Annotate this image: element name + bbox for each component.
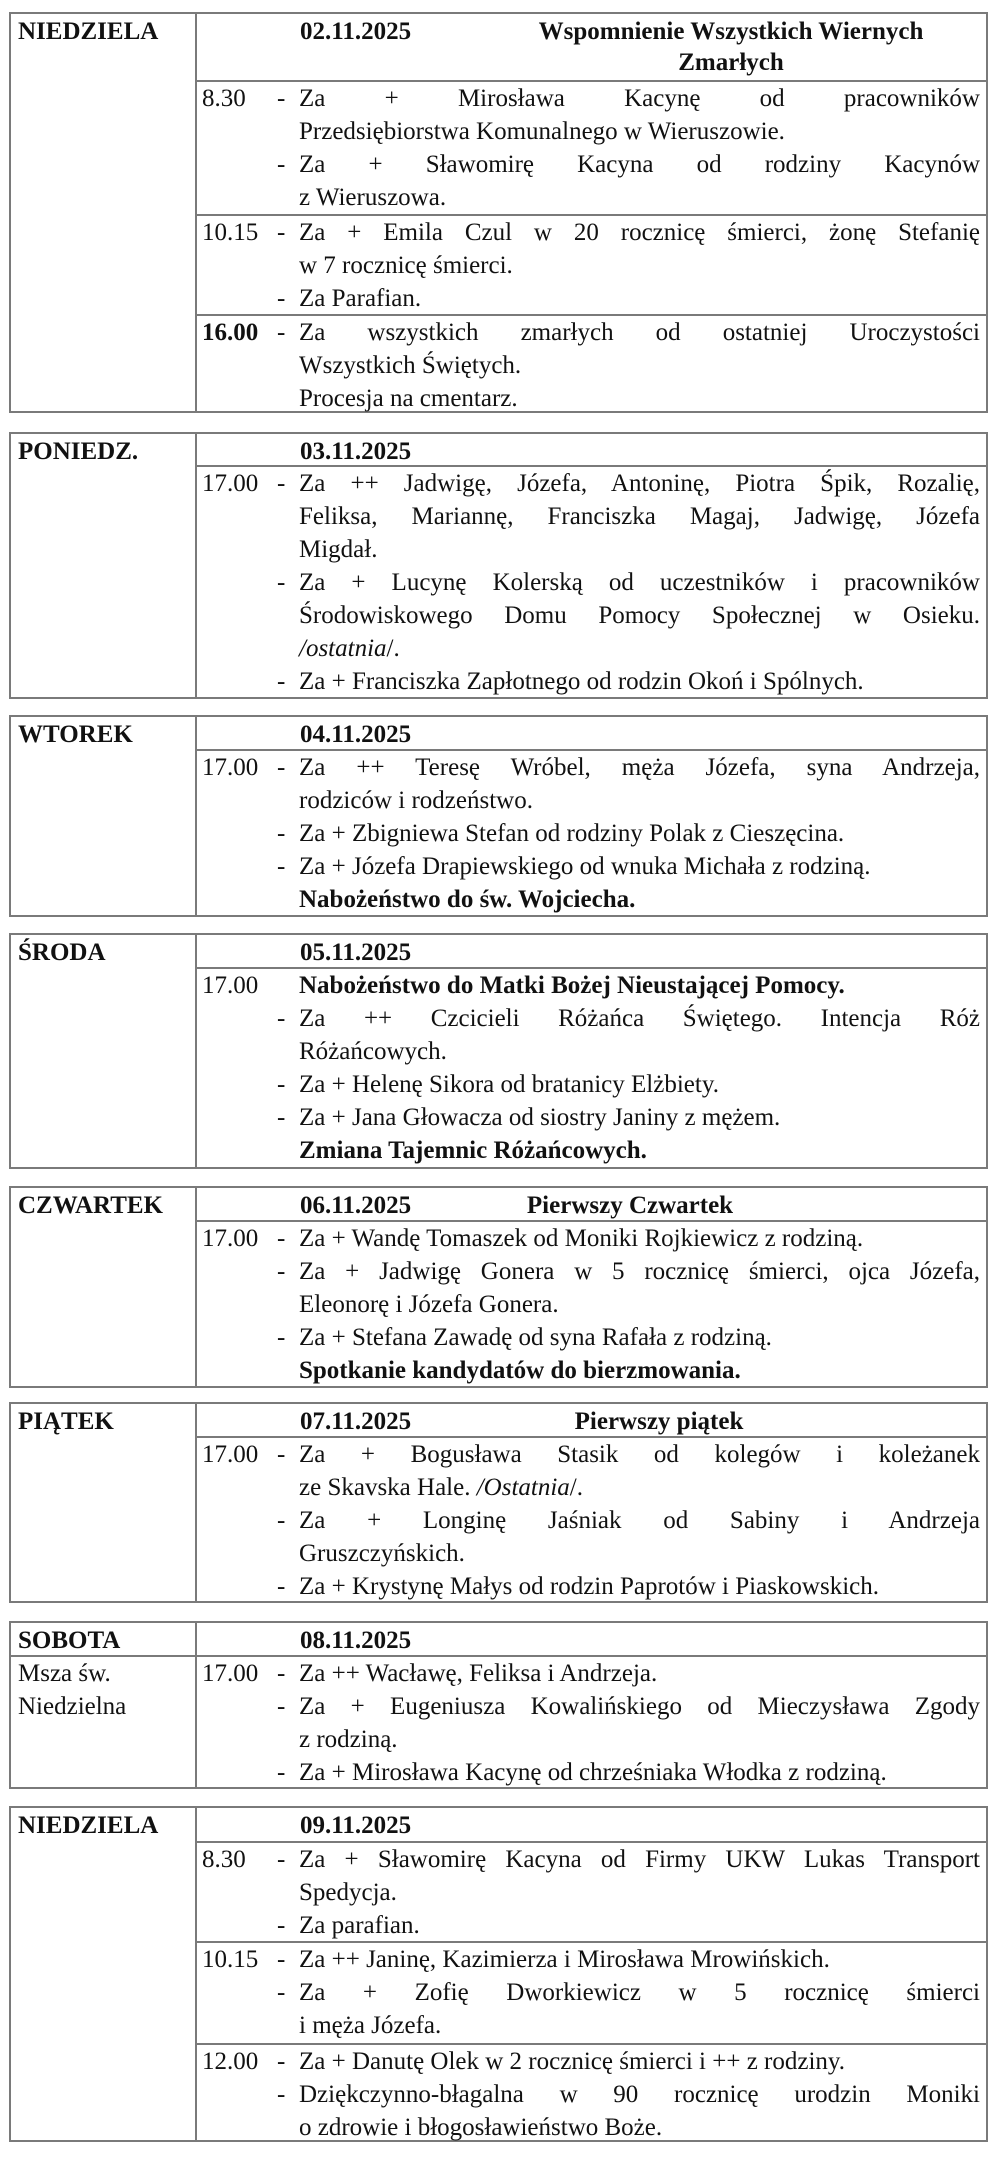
intention-text: Za + Mirosława Kacynę od chrześniaka Włodka z rodziną. — [299, 1759, 887, 1786]
intention-line — [195, 751, 986, 784]
intention-note-italic: /ostatnia — [299, 635, 387, 662]
intention-text: Za ++ Czcicieli Różańca Świętego. Intencja Róż — [299, 1005, 980, 1032]
day-date: 07.11.2025 — [300, 1408, 412, 1435]
intention-dash: - — [277, 1573, 286, 1600]
intention-dash: - — [277, 668, 286, 695]
intention-text: Za + Jadwigę Gonera w 5 rocznicę śmierci, ojca Józefa, — [299, 1258, 980, 1285]
mass-time: 8.30 — [202, 1846, 246, 1873]
mass-block — [195, 214, 986, 315]
day-section-thursday — [9, 1186, 988, 1388]
mass-time: 12.00 — [202, 2048, 259, 2075]
intention-line — [195, 316, 986, 349]
intention-text: Za + Franciszka Zapłotnego od rodzin Okoń i Spólnych. — [299, 668, 864, 695]
day-header — [195, 1623, 986, 1657]
intention-dash: - — [277, 1912, 286, 1939]
intention-line — [195, 2111, 986, 2144]
intention-dash: - — [277, 754, 286, 781]
intention-dash: - — [277, 85, 286, 112]
intention-line — [195, 1723, 986, 1756]
intention-line — [195, 969, 986, 1002]
intention-line — [195, 566, 986, 599]
intention-text: Za ++ Jadwigę, Józefa, Antoninę, Piotra Śpik, Rozalię, — [299, 470, 980, 497]
intention-line — [195, 1504, 986, 1537]
mass-time: 17.00 — [202, 470, 259, 497]
intention-line — [195, 382, 986, 415]
day-header — [195, 1188, 986, 1222]
mass-time: 10.15 — [202, 1946, 259, 1973]
intention-dash: - — [277, 569, 286, 596]
intention-line — [195, 1690, 986, 1723]
intention-text: Feliksa, Mariannę, Franciszka Magaj, Jadwigę, Józefa — [299, 503, 980, 530]
intention-text — [299, 1471, 980, 1504]
day-section-sunday-1 — [9, 12, 988, 413]
intention-text: Za + Lucynę Kolerską od uczestników i pracowników — [299, 569, 980, 596]
intention-line — [195, 282, 986, 315]
intention-text: Spedycja. — [299, 1879, 397, 1906]
day-name: CZWARTEK — [18, 1192, 163, 1219]
intention-line — [195, 1843, 986, 1876]
intention-dash: - — [277, 1693, 286, 1720]
day-header — [195, 935, 986, 969]
mass-block — [195, 969, 986, 1167]
intention-dash: - — [277, 151, 286, 178]
intention-text: Za + Eugeniusza Kowalińskiego od Mieczysława Zgody — [299, 1693, 980, 1720]
intention-line — [195, 1035, 986, 1068]
intention-line — [195, 249, 986, 282]
day-label-cell — [11, 1188, 197, 1386]
service-note: Spotkanie kandydatów do bierzmowania. — [299, 1357, 741, 1384]
service-note: Nabożeństwo do św. Wojciecha. — [299, 886, 636, 913]
day-label-cell — [11, 935, 197, 1167]
day-name: ŚRODA — [18, 939, 106, 966]
day-title-line-1: Wspomnienie Wszystkich Wiernych — [538, 18, 924, 45]
day-title-line-2: Zmarłych — [678, 49, 784, 76]
intention-line — [195, 349, 986, 382]
intention-line — [195, 1255, 986, 1288]
intention-dash: - — [277, 2081, 286, 2108]
service-note: Nabożeństwo do Matki Bożej Nieustającej Pomocy. — [299, 972, 845, 999]
intention-text: Za + Stefana Zawadę od syna Rafała z rodziną. — [299, 1324, 772, 1351]
intention-line — [195, 500, 986, 533]
intention-text: Wszystkich Świętych. — [299, 352, 522, 379]
day-name: NIEDZIELA — [18, 1812, 159, 1839]
mass-block — [195, 1438, 986, 1603]
day-header — [195, 717, 986, 751]
day-label-cell — [11, 14, 197, 411]
intention-dash: - — [277, 1846, 286, 1873]
day-label-cell — [11, 1623, 197, 1787]
day-name: WTOREK — [18, 721, 133, 748]
mass-time: 17.00 — [202, 1441, 259, 1468]
intention-dash: - — [277, 285, 286, 312]
intention-line — [195, 1354, 986, 1387]
intention-line — [195, 148, 986, 181]
day-date: 08.11.2025 — [300, 1627, 412, 1654]
intention-line — [195, 1101, 986, 1134]
intention-line — [195, 2045, 986, 2078]
intention-line — [195, 115, 986, 148]
mass-time: 10.15 — [202, 219, 259, 246]
intention-dash: - — [277, 1660, 286, 1687]
day-label-cell — [11, 434, 197, 697]
intention-text: o zdrowie i błogosławieństwo Boże. — [299, 2114, 663, 2141]
intention-line — [195, 82, 986, 115]
intention-note-suffix: /. — [569, 1474, 583, 1501]
intention-dash: - — [277, 820, 286, 847]
intention-dash: - — [277, 1979, 286, 2006]
intention-line — [195, 533, 986, 566]
intention-text: Za + Zbigniewa Stefan od rodziny Polak z Cieszęcina. — [299, 820, 845, 847]
intention-text: z rodziną. — [299, 1726, 398, 1753]
day-name: PONIEDZ. — [18, 438, 139, 465]
intention-text: Za + Bogusława Stasik od kolegów i koleżanek — [299, 1441, 980, 1468]
day-date: 02.11.2025 — [300, 18, 412, 45]
intention-dash: - — [277, 1507, 286, 1534]
service-note: Zmiana Tajemnic Różańcowych. — [299, 1137, 647, 1164]
intention-line — [195, 1976, 986, 2009]
intention-line — [195, 1657, 986, 1690]
day-name: NIEDZIELA — [18, 18, 159, 45]
intention-line — [195, 2078, 986, 2111]
intention-line — [195, 2009, 986, 2042]
intention-text: Przedsiębiorstwa Komunalnego w Wieruszowie. — [299, 118, 785, 145]
day-section-wednesday — [9, 933, 988, 1169]
intention-line — [195, 467, 986, 500]
intention-line — [195, 1222, 986, 1255]
mass-block — [195, 1657, 986, 1789]
intention-note-italic: /Ostatnia — [476, 1474, 570, 1501]
intention-line — [195, 1909, 986, 1942]
intention-text: z Wieruszowa. — [299, 184, 447, 211]
intention-dash: - — [277, 1071, 286, 1098]
intention-text: Środowiskowego Domu Pomocy Społecznej w Osieku. — [299, 602, 980, 629]
day-section-sunday-2 — [9, 1806, 988, 2142]
intention-text: Procesja na cmentarz. — [299, 385, 518, 412]
day-date: 05.11.2025 — [300, 939, 412, 966]
intention-text: Migdał. — [299, 536, 378, 563]
day-section-monday — [9, 432, 988, 699]
mass-block — [195, 1222, 986, 1387]
day-header — [195, 434, 986, 467]
mass-time: 8.30 — [202, 85, 246, 112]
intention-line — [195, 1756, 986, 1789]
intention-text: Za ++ Janinę, Kazimierza i Mirosława Mrowińskich. — [299, 1946, 830, 1973]
intention-line — [195, 1537, 986, 1570]
intention-text: Za + Józefa Drapiewskiego od wnuka Michała z rodziną. — [299, 853, 871, 880]
intention-text-main: ze Skavska Hale. — [299, 1474, 477, 1501]
intention-dash: - — [277, 1225, 286, 1252]
mass-block — [195, 751, 986, 916]
day-header — [195, 1404, 986, 1438]
day-label-cell — [11, 1808, 197, 2140]
intention-text: Za + Sławomirę Kacyna od rodziny Kacynów — [299, 151, 980, 178]
intention-line — [195, 1438, 986, 1471]
intention-dash: - — [277, 470, 286, 497]
sunday-mass-note-line-2: Niedzielna — [18, 1693, 127, 1720]
intention-text: Za + Jana Głowacza od siostry Janiny z mężem. — [299, 1104, 781, 1131]
intention-line — [195, 216, 986, 249]
day-date: 04.11.2025 — [300, 721, 412, 748]
intention-dash: - — [277, 1104, 286, 1131]
day-date: 06.11.2025 — [300, 1192, 412, 1219]
mass-block — [195, 2043, 986, 2142]
intention-dash: - — [277, 1258, 286, 1285]
intention-line — [195, 883, 986, 916]
intention-text: rodziców i rodzeństwo. — [299, 787, 533, 814]
intention-text: i męża Józefa. — [299, 2012, 442, 2039]
mass-time: 16.00 — [202, 319, 259, 346]
intention-dash: - — [277, 1441, 286, 1468]
mass-time: 17.00 — [202, 1660, 259, 1687]
day-title: Pierwszy Czwartek — [526, 1192, 734, 1219]
day-header — [195, 14, 986, 82]
intention-line — [195, 181, 986, 214]
intention-text: w 7 rocznicę śmierci. — [299, 252, 513, 279]
intention-dash: - — [277, 219, 286, 246]
intention-line — [195, 1943, 986, 1976]
day-header — [195, 1808, 986, 1843]
intention-dash: - — [277, 319, 286, 346]
intention-text: Gruszczyńskich. — [299, 1540, 465, 1567]
intention-line — [195, 1876, 986, 1909]
intention-text: Za + Sławomirę Kacyna od Firmy UKW Lukas Transport — [299, 1846, 980, 1873]
intention-text: Za + Zofię Dworkiewicz w 5 rocznicę śmierci — [299, 1979, 980, 2006]
intention-text: Za Parafian. — [299, 285, 422, 312]
intention-text: Za + Helenę Sikora od bratanicy Elżbiety. — [299, 1071, 719, 1098]
mass-block — [195, 314, 986, 413]
intention-text: Za wszystkich zmarłych od ostatniej Uroczystości — [299, 319, 980, 346]
mass-time: 17.00 — [202, 1225, 259, 1252]
intention-text: Za + Danutę Olek w 2 rocznicę śmierci i ++ z rodziny. — [299, 2048, 846, 2075]
intention-note-suffix: /. — [386, 635, 400, 662]
intention-text: Za + Mirosława Kacynę od pracowników — [299, 85, 980, 112]
intention-line — [195, 1570, 986, 1603]
intention-line — [195, 1471, 986, 1504]
day-section-tuesday — [9, 715, 988, 917]
intention-dash: - — [277, 1324, 286, 1351]
day-date: 03.11.2025 — [300, 438, 412, 465]
intention-line — [195, 1068, 986, 1101]
mass-block — [195, 1843, 986, 1942]
mass-block — [195, 1941, 986, 2044]
day-label-cell — [11, 717, 197, 915]
intention-line — [195, 817, 986, 850]
day-name: PIĄTEK — [18, 1408, 114, 1435]
day-title: Pierwszy piątek — [574, 1408, 744, 1435]
day-date: 09.11.2025 — [300, 1812, 412, 1839]
intention-dash: - — [277, 1005, 286, 1032]
intention-text: Za ++ Wacławę, Feliksa i Andrzeja. — [299, 1660, 658, 1687]
intention-dash: - — [277, 1946, 286, 1973]
intention-text: Za + Wandę Tomaszek od Moniki Rojkiewicz z rodziną. — [299, 1225, 864, 1252]
sunday-mass-note-line-1: Msza św. — [18, 1660, 111, 1687]
intention-text: Za ++ Teresę Wróbel, męża Józefa, syna Andrzeja, — [299, 754, 980, 781]
intention-dash: - — [277, 853, 286, 880]
intention-text: Za parafian. — [299, 1912, 420, 1939]
intention-line — [195, 599, 986, 632]
mass-time: 17.00 — [202, 972, 259, 999]
intention-line — [195, 784, 986, 817]
intention-line — [195, 1134, 986, 1167]
day-name: SOBOTA — [18, 1627, 121, 1654]
intention-line — [195, 1288, 986, 1321]
intention-text: Dziękczynno-błagalna w 90 rocznicę urodzin Moniki — [299, 2081, 980, 2108]
intention-line — [195, 850, 986, 883]
mass-block — [195, 82, 986, 216]
intention-text: Za + Krystynę Małys od rodzin Paprotów i Piaskowskich. — [299, 1573, 880, 1600]
intention-line — [195, 665, 986, 698]
day-section-saturday — [9, 1621, 988, 1789]
intention-text — [299, 632, 980, 665]
day-section-friday — [9, 1402, 988, 1603]
intention-line — [195, 1002, 986, 1035]
day-label-cell — [11, 1404, 197, 1601]
mass-block — [195, 467, 986, 698]
intention-text: Za + Longinę Jaśniak od Sabiny i Andrzeja — [299, 1507, 980, 1534]
intention-text: Różańcowych. — [299, 1038, 447, 1065]
day-title — [501, 16, 961, 78]
intention-text: Za + Emila Czul w 20 rocznicę śmierci, żonę Stefanię — [299, 219, 980, 246]
mass-time: 17.00 — [202, 754, 259, 781]
intention-dash: - — [277, 2048, 286, 2075]
intention-text: Eleonorę i Józefa Gonera. — [299, 1291, 559, 1318]
intention-line — [195, 1321, 986, 1354]
intention-dash: - — [277, 1759, 286, 1786]
intention-line — [195, 632, 986, 665]
